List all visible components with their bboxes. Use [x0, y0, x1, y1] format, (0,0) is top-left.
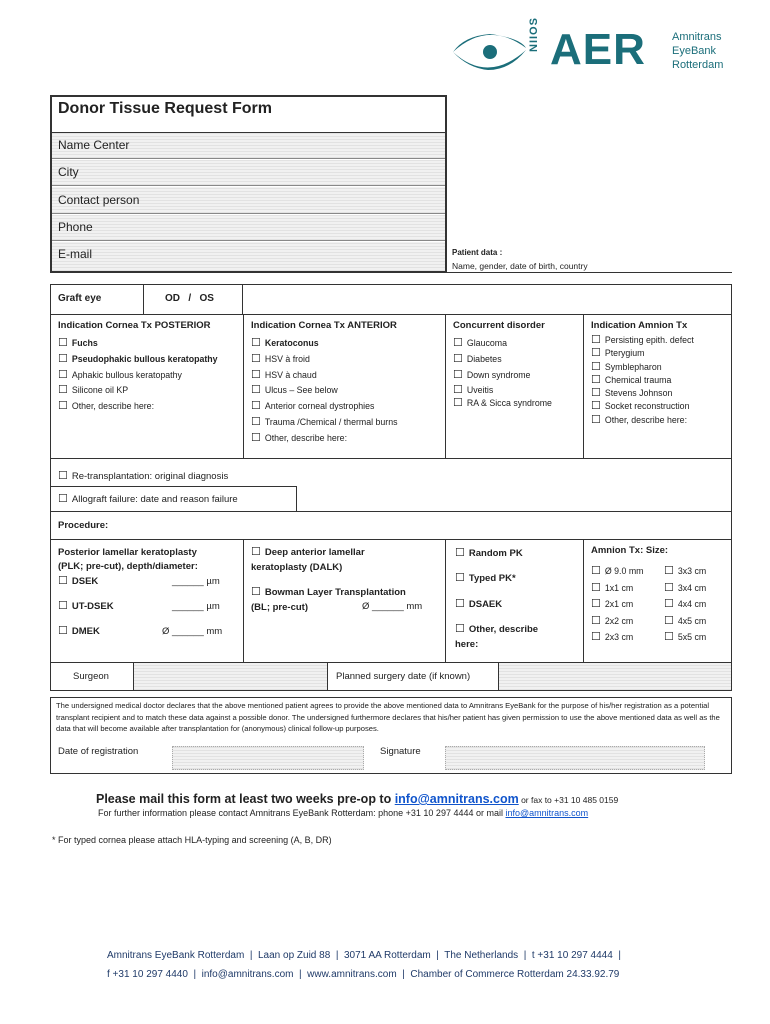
amnion-size-left: [591, 563, 644, 646]
checkbox-dalk[interactable]: ☐ Deep anterior lamellar keratoplasty (DALK): [251, 545, 365, 575]
field-email[interactable]: E-mail: [52, 242, 445, 271]
checkbox-size-5x5[interactable]: ☐ 5x5 cm: [664, 629, 706, 646]
graft-eye-options[interactable]: OD / OS: [165, 293, 214, 304]
checkbox-allograft-failure[interactable]: ☐ Allograft failure: date and reason failure: [58, 492, 238, 505]
field-name-center[interactable]: Name Center: [52, 133, 445, 159]
patient-data-label: Patient data :: [452, 248, 503, 257]
surgeon-label: Surgeon: [73, 671, 109, 682]
anterior-list: [251, 336, 398, 447]
checkbox-size-2x3[interactable]: ☐ 2x3 cm: [591, 629, 644, 646]
checkbox-size-4x4[interactable]: ☐ 4x4 cm: [664, 596, 706, 613]
checkbox-pseudophakic[interactable]: ☐ Pseudophakic bullous keratopathy: [58, 352, 218, 368]
checkbox-amnion-other[interactable]: ☐ Other, describe here:: [591, 414, 694, 427]
field-contact-person[interactable]: Contact person: [52, 187, 445, 214]
amnion-size-title: Amnion Tx: Size:: [591, 545, 669, 556]
mail-email-link[interactable]: info@amnitrans.com: [394, 792, 519, 806]
checkbox-chemical-trauma[interactable]: ☐ Chemical trauma: [591, 374, 694, 387]
logo-org: Amnitrans EyeBank Rotterdam: [672, 31, 724, 71]
logo-sub: NIIOS: [528, 17, 540, 52]
checkbox-anterior-other[interactable]: ☐ Other, describe here:: [251, 431, 398, 447]
amnion-size-right: [664, 563, 706, 646]
checkbox-dsek[interactable]: ☐ DSEK: [58, 574, 98, 587]
graft-eye-label: Graft eye: [58, 293, 102, 304]
checkbox-uveitis[interactable]: ☐ Uveitis: [453, 383, 552, 399]
checkbox-typed-pk[interactable]: ☐ Typed PK*: [455, 571, 516, 584]
info-email-link[interactable]: info@amnitrans.com: [505, 808, 589, 818]
checkbox-random-pk[interactable]: ☐ Random PK: [455, 546, 523, 559]
eye-logo-icon: [450, 26, 530, 76]
footer-line-1: Amnitrans EyeBank Rotterdam | Laan op Zuid 88 | 3071 AA Rotterdam | The Netherlands | t +31 10 297 4444 |: [107, 950, 621, 961]
checkbox-ut-dsek[interactable]: ☐ UT-DSEK: [58, 599, 114, 612]
procedure-label: Procedure:: [58, 520, 109, 531]
bowman-diameter[interactable]: Ø ______ mm: [362, 601, 423, 612]
checkbox-size-2x1[interactable]: ☐ 2x1 cm: [591, 596, 644, 613]
checkbox-other-procedure[interactable]: ☐ Other, describe here:: [455, 622, 538, 652]
checkbox-socket[interactable]: ☐ Socket reconstruction: [591, 400, 694, 413]
posterior-list: [58, 336, 218, 415]
dmek-diameter[interactable]: Ø ______ mm: [162, 626, 223, 637]
checkbox-ulcus[interactable]: ☐ Ulcus – See below: [251, 383, 398, 399]
concurrent-title: Concurrent disorder: [453, 320, 545, 331]
checkbox-down-syndrome[interactable]: ☐ Down syndrome: [453, 368, 552, 384]
amnion-title: Indication Amnion Tx: [591, 320, 688, 331]
logo: [450, 17, 740, 82]
checkbox-dsaek[interactable]: ☐ DSAEK: [455, 597, 502, 610]
checkbox-size-2x2[interactable]: ☐ 2x2 cm: [591, 613, 644, 630]
logo-main: AER: [550, 25, 646, 74]
field-phone[interactable]: Phone: [52, 215, 445, 241]
dsek-depth[interactable]: ______ µm: [172, 576, 220, 587]
concurrent-list: [453, 336, 552, 412]
checkbox-hsv-froid[interactable]: ☐ HSV à froid: [251, 352, 398, 368]
posterior-title: Indication Cornea Tx POSTERIOR: [58, 320, 211, 331]
checkbox-trauma[interactable]: ☐ Trauma /Chemical / thermal burns: [251, 415, 398, 431]
anterior-title: Indication Cornea Tx ANTERIOR: [251, 320, 397, 331]
planned-surgery-field[interactable]: [499, 663, 731, 690]
checkbox-size-1x1[interactable]: ☐ 1x1 cm: [591, 580, 644, 597]
checkbox-bowman-layer[interactable]: ☐ Bowman Layer Transplantation (BL; pre-cut): [251, 585, 406, 615]
checkbox-size-4x5[interactable]: ☐ 4x5 cm: [664, 613, 706, 630]
checkbox-fuchs[interactable]: ☐ Fuchs: [58, 336, 218, 352]
signature-label: Signature: [380, 746, 421, 757]
checkbox-dmek[interactable]: ☐ DMEK: [58, 624, 100, 637]
checkbox-size-9mm[interactable]: ☐ Ø 9.0 mm: [591, 563, 644, 580]
page-title: Donor Tissue Request Form: [58, 100, 272, 117]
checkbox-pterygium[interactable]: ☐ Pterygium: [591, 347, 694, 360]
surgeon-field[interactable]: [134, 663, 327, 690]
checkbox-glaucoma[interactable]: ☐ Glaucoma: [453, 336, 552, 352]
signature-field[interactable]: [445, 746, 705, 770]
info-line: For further information please contact Amnitrans EyeBank Rotterdam: phone +31 10 297 4444 or mail info@amnitrans.com: [98, 808, 589, 818]
checkbox-posterior-other[interactable]: ☐ Other, describe here:: [58, 399, 218, 415]
amnion-list: [591, 334, 694, 427]
planned-surgery-label: Planned surgery date (if known): [336, 671, 471, 682]
checkbox-size-3x3[interactable]: ☐ 3x3 cm: [664, 563, 706, 580]
checkbox-epith-defect[interactable]: ☐ Persisting epith. defect: [591, 334, 694, 347]
checkbox-retransplantation[interactable]: ☐ Re-transplantation: original diagnosis: [58, 469, 228, 482]
mail-instruction: Please mail this form at least two weeks pre-op to info@amnitrans.com or fax to +31 10 485 0159: [96, 792, 619, 806]
checkbox-diabetes[interactable]: ☐ Diabetes: [453, 352, 552, 368]
typed-cornea-note: * For typed cornea please attach HLA-typing and screening (A, B, DR): [52, 835, 332, 845]
field-city[interactable]: City: [52, 160, 445, 186]
date-registration-field[interactable]: [172, 746, 364, 770]
checkbox-aphakic[interactable]: ☐ Aphakic bullous keratopathy: [58, 368, 218, 384]
checkbox-hsv-chaud[interactable]: ☐ HSV à chaud: [251, 368, 398, 384]
footer-line-2: f +31 10 297 4440 | info@amnitrans.com | www.amnitrans.com | Chamber of Commerce Rotterdam 24.33.92.79: [107, 969, 620, 980]
checkbox-silicone-oil[interactable]: ☐ Silicone oil KP: [58, 383, 218, 399]
checkbox-keratoconus[interactable]: ☐ Keratoconus: [251, 336, 398, 352]
checkbox-ra-sicca[interactable]: ☐ RA & Sicca syndrome: [453, 396, 552, 412]
plk-title: Posterior lamellar keratoplasty (PLK; pre-cut), depth/diameter:: [58, 547, 198, 572]
checkbox-symblepharon[interactable]: ☐ Symblepharon: [591, 361, 694, 374]
checkbox-stevens-johnson[interactable]: ☐ Stevens Johnson: [591, 387, 694, 400]
checkbox-size-3x4[interactable]: ☐ 3x4 cm: [664, 580, 706, 597]
checkbox-dystrophies[interactable]: ☐ Anterior corneal dystrophies: [251, 399, 398, 415]
patient-data-hint: Name, gender, date of birth, country: [452, 261, 588, 271]
declaration-text: The undersigned medical doctor declares that the above mentioned patient agrees to provide the above mentioned data to Amnitrans EyeBank for the purpose of his/her registration as a potential transplant recipient and to match these data against a possible donor. The undersigned furthermore declares that his/her patient has given permission to use the above mentioned data as well as the data that will become available after transplantation for (anonymous) clinical follow-up purposes.: [56, 701, 720, 733]
date-registration-label: Date of registration: [58, 746, 139, 757]
ut-dsek-depth[interactable]: ______ µm: [172, 601, 220, 612]
